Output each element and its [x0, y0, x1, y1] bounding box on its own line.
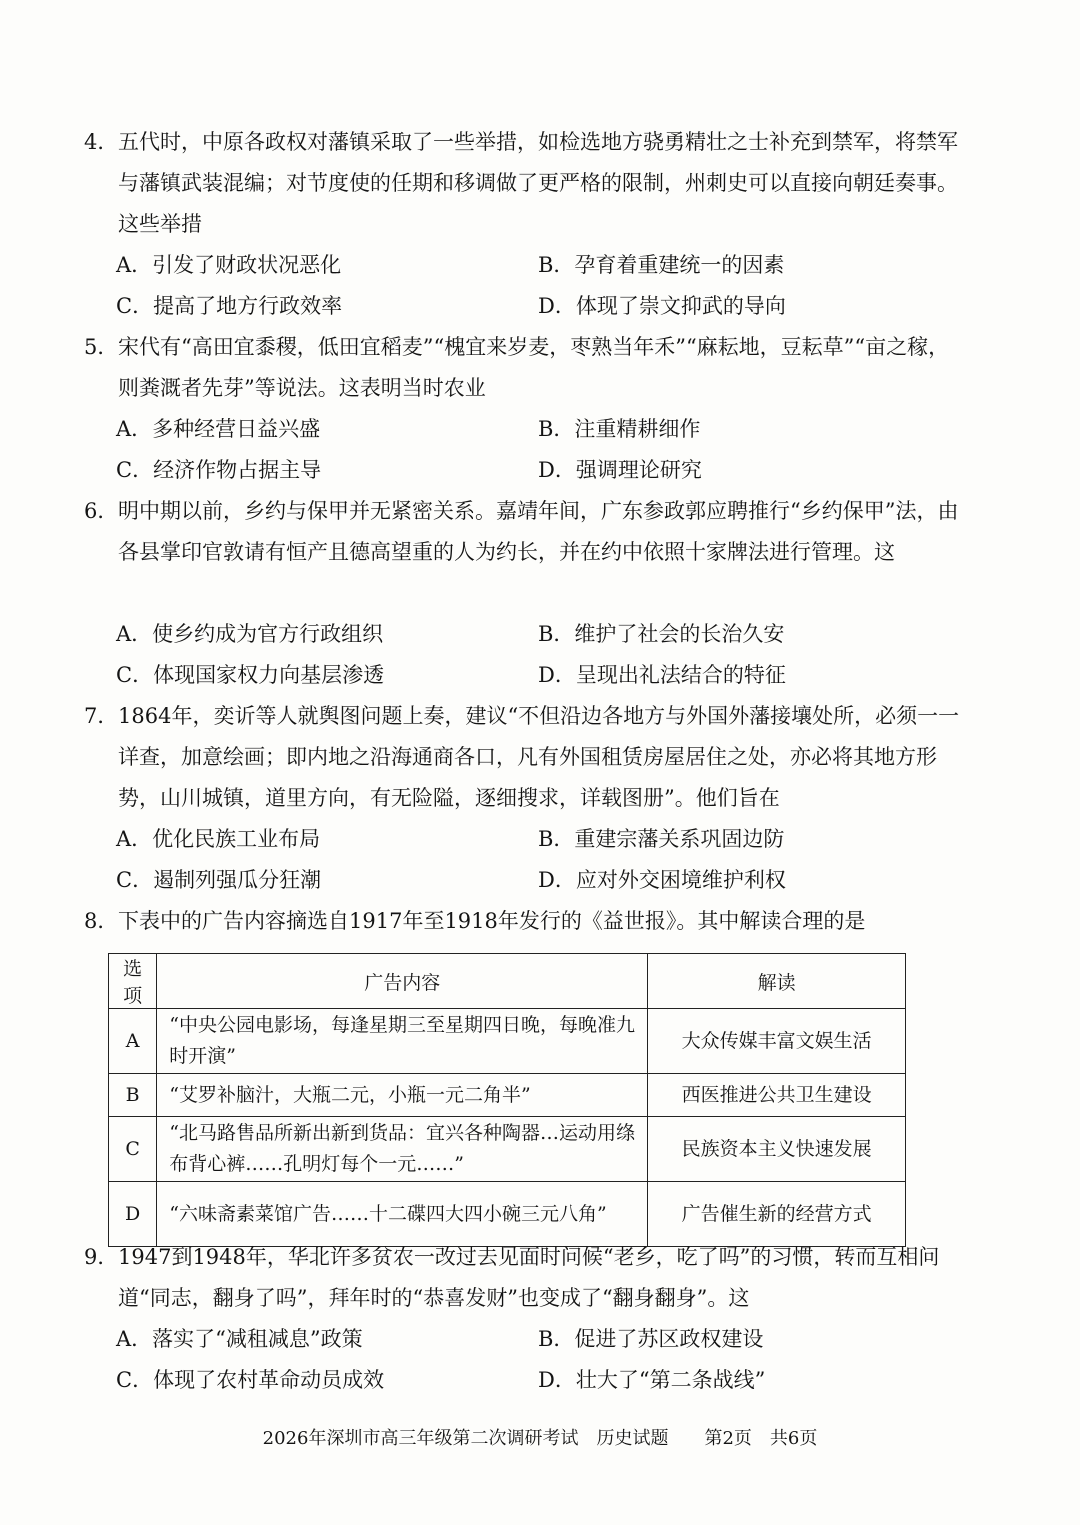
question-number: 5．	[84, 335, 119, 359]
table-row	[109, 1074, 906, 1117]
option-b: B．注重精耕细作	[538, 417, 701, 441]
question-stem: 明中期以前，乡约与保甲并无紧密关系。嘉靖年间，广东参政郭应聘推行“乡约保甲”法，由各县掌印官敦请有恒产且德高望重的人为约长，并在约中依照十家牌法进行管理。这	[118, 499, 959, 564]
option-c: C．体现国家权力向基层渗透	[116, 663, 385, 687]
row-content: “北马路售品所新出新到货品：宜兴各种陶器…运动用绦布背心裤……孔明灯每个一元……”	[157, 1117, 648, 1182]
option-a: A．使乡约成为官方行政组织	[116, 622, 384, 646]
option-c: C．提高了地方行政效率	[116, 294, 343, 318]
row-reading: 广告催生新的经营方式	[648, 1182, 906, 1247]
question-6	[84, 491, 964, 573]
header-reading: 解读	[648, 954, 906, 1009]
option-d: D．呈现出礼法结合的特征	[538, 663, 786, 687]
question-number: 6．	[84, 499, 119, 523]
row-content: “六味斋素菜馆广告……十二碟四大四小碗三元八角”	[157, 1182, 648, 1247]
row-content: “艾罗补脑汁，大瓶二元，小瓶一元二角半”	[157, 1074, 648, 1117]
question-5	[84, 327, 964, 409]
row-reading: 大众传媒丰富文娱生活	[648, 1009, 906, 1074]
question-stem: 1864年，奕䜣等人就舆图问题上奏，建议“不但沿边各地方与外国外藩接壤处所，必须一一详查，加意绘画；即内地之沿海通商各口，凡有外国租赁房屋居住之处，亦必将其地方形势，山川城镇，道里方向，有无险隘，逐细搜求，详载图册”。他们旨在	[118, 704, 960, 810]
option-c: C．体现了农村革命动员成效	[116, 1368, 385, 1392]
option-c: C．遏制列强瓜分狂潮	[116, 868, 322, 892]
table-header-row	[109, 954, 906, 1009]
advertisement-table	[108, 953, 906, 1247]
row-content: “中央公园电影场，每逢星期三至星期四日晚，每晚准九时开演”	[157, 1009, 648, 1074]
option-b: B．孕育着重建统一的因素	[538, 253, 785, 277]
option-c: C．经济作物占据主导	[116, 458, 322, 482]
question-number: 9．	[84, 1245, 119, 1269]
question-number: 8．	[84, 909, 119, 933]
question-8	[84, 901, 964, 942]
question-stem: 1947到1948年，华北许多贫农一改过去见面时问候“老乡，吃了吗”的习惯，转而互相问道“同志，翻身了吗”，拜年时的“恭喜发财”也变成了“翻身翻身”。这	[118, 1245, 940, 1310]
question-7	[84, 696, 964, 819]
option-a: A．引发了财政状况恶化	[116, 253, 342, 277]
header-ad-content: 广告内容	[157, 954, 648, 1009]
table-row	[109, 1009, 906, 1074]
option-a: A．多种经营日益兴盛	[116, 417, 321, 441]
question-7-options	[116, 819, 956, 901]
row-reading: 民族资本主义快速发展	[648, 1117, 906, 1182]
question-stem: 下表中的广告内容摘选自1917年至1918年发行的《益世报》。其中解读合理的是	[118, 909, 866, 933]
question-stem: 五代时，中原各政权对藩镇采取了一些举措，如检选地方骁勇精壮之士补充到禁军，将禁军与藩镇武装混编；对节度使的任期和移调做了更严格的限制，州刺史可以直接向朝廷奏事。这些举措	[118, 130, 958, 236]
question-5-options	[116, 409, 956, 491]
option-d: D．强调理论研究	[538, 458, 702, 482]
option-b: B．维护了社会的长治久安	[538, 622, 785, 646]
option-d: D．应对外交困境维护利权	[538, 868, 786, 892]
row-key: D	[109, 1182, 157, 1247]
option-b: B．重建宗藩关系巩固边防	[538, 827, 785, 851]
question-number: 4．	[84, 130, 119, 154]
option-d: D．体现了崇文抑武的导向	[538, 294, 786, 318]
table-row	[109, 1117, 906, 1182]
option-a: A．落实了“减租减息”政策	[116, 1327, 363, 1351]
question-number: 7．	[84, 704, 119, 728]
question-9	[84, 1237, 964, 1319]
option-d: D．壮大了“第二条战线”	[538, 1368, 766, 1392]
page-footer: 2026年深圳市高三年级第二次调研考试 历史试题 第2页 共6页	[262, 1428, 818, 1449]
option-a: A．优化民族工业布局	[116, 827, 321, 851]
header-option: 选项	[109, 954, 157, 1009]
question-6-options	[116, 614, 956, 696]
question-9-options	[116, 1319, 956, 1401]
row-key: C	[109, 1117, 157, 1182]
question-stem: 宋代有“高田宜黍稷，低田宜稻麦”“槐宜来岁麦，枣熟当年禾”“麻耘地，豆耘草”“亩之稼，则粪溉者先芽”等说法。这表明当时农业	[118, 335, 950, 400]
option-b: B．促进了苏区政权建设	[538, 1327, 764, 1351]
row-key: A	[109, 1009, 157, 1074]
row-reading: 西医推进公共卫生建设	[648, 1074, 906, 1117]
question-4-options	[116, 245, 956, 327]
question-4	[84, 122, 964, 245]
row-key: B	[109, 1074, 157, 1117]
